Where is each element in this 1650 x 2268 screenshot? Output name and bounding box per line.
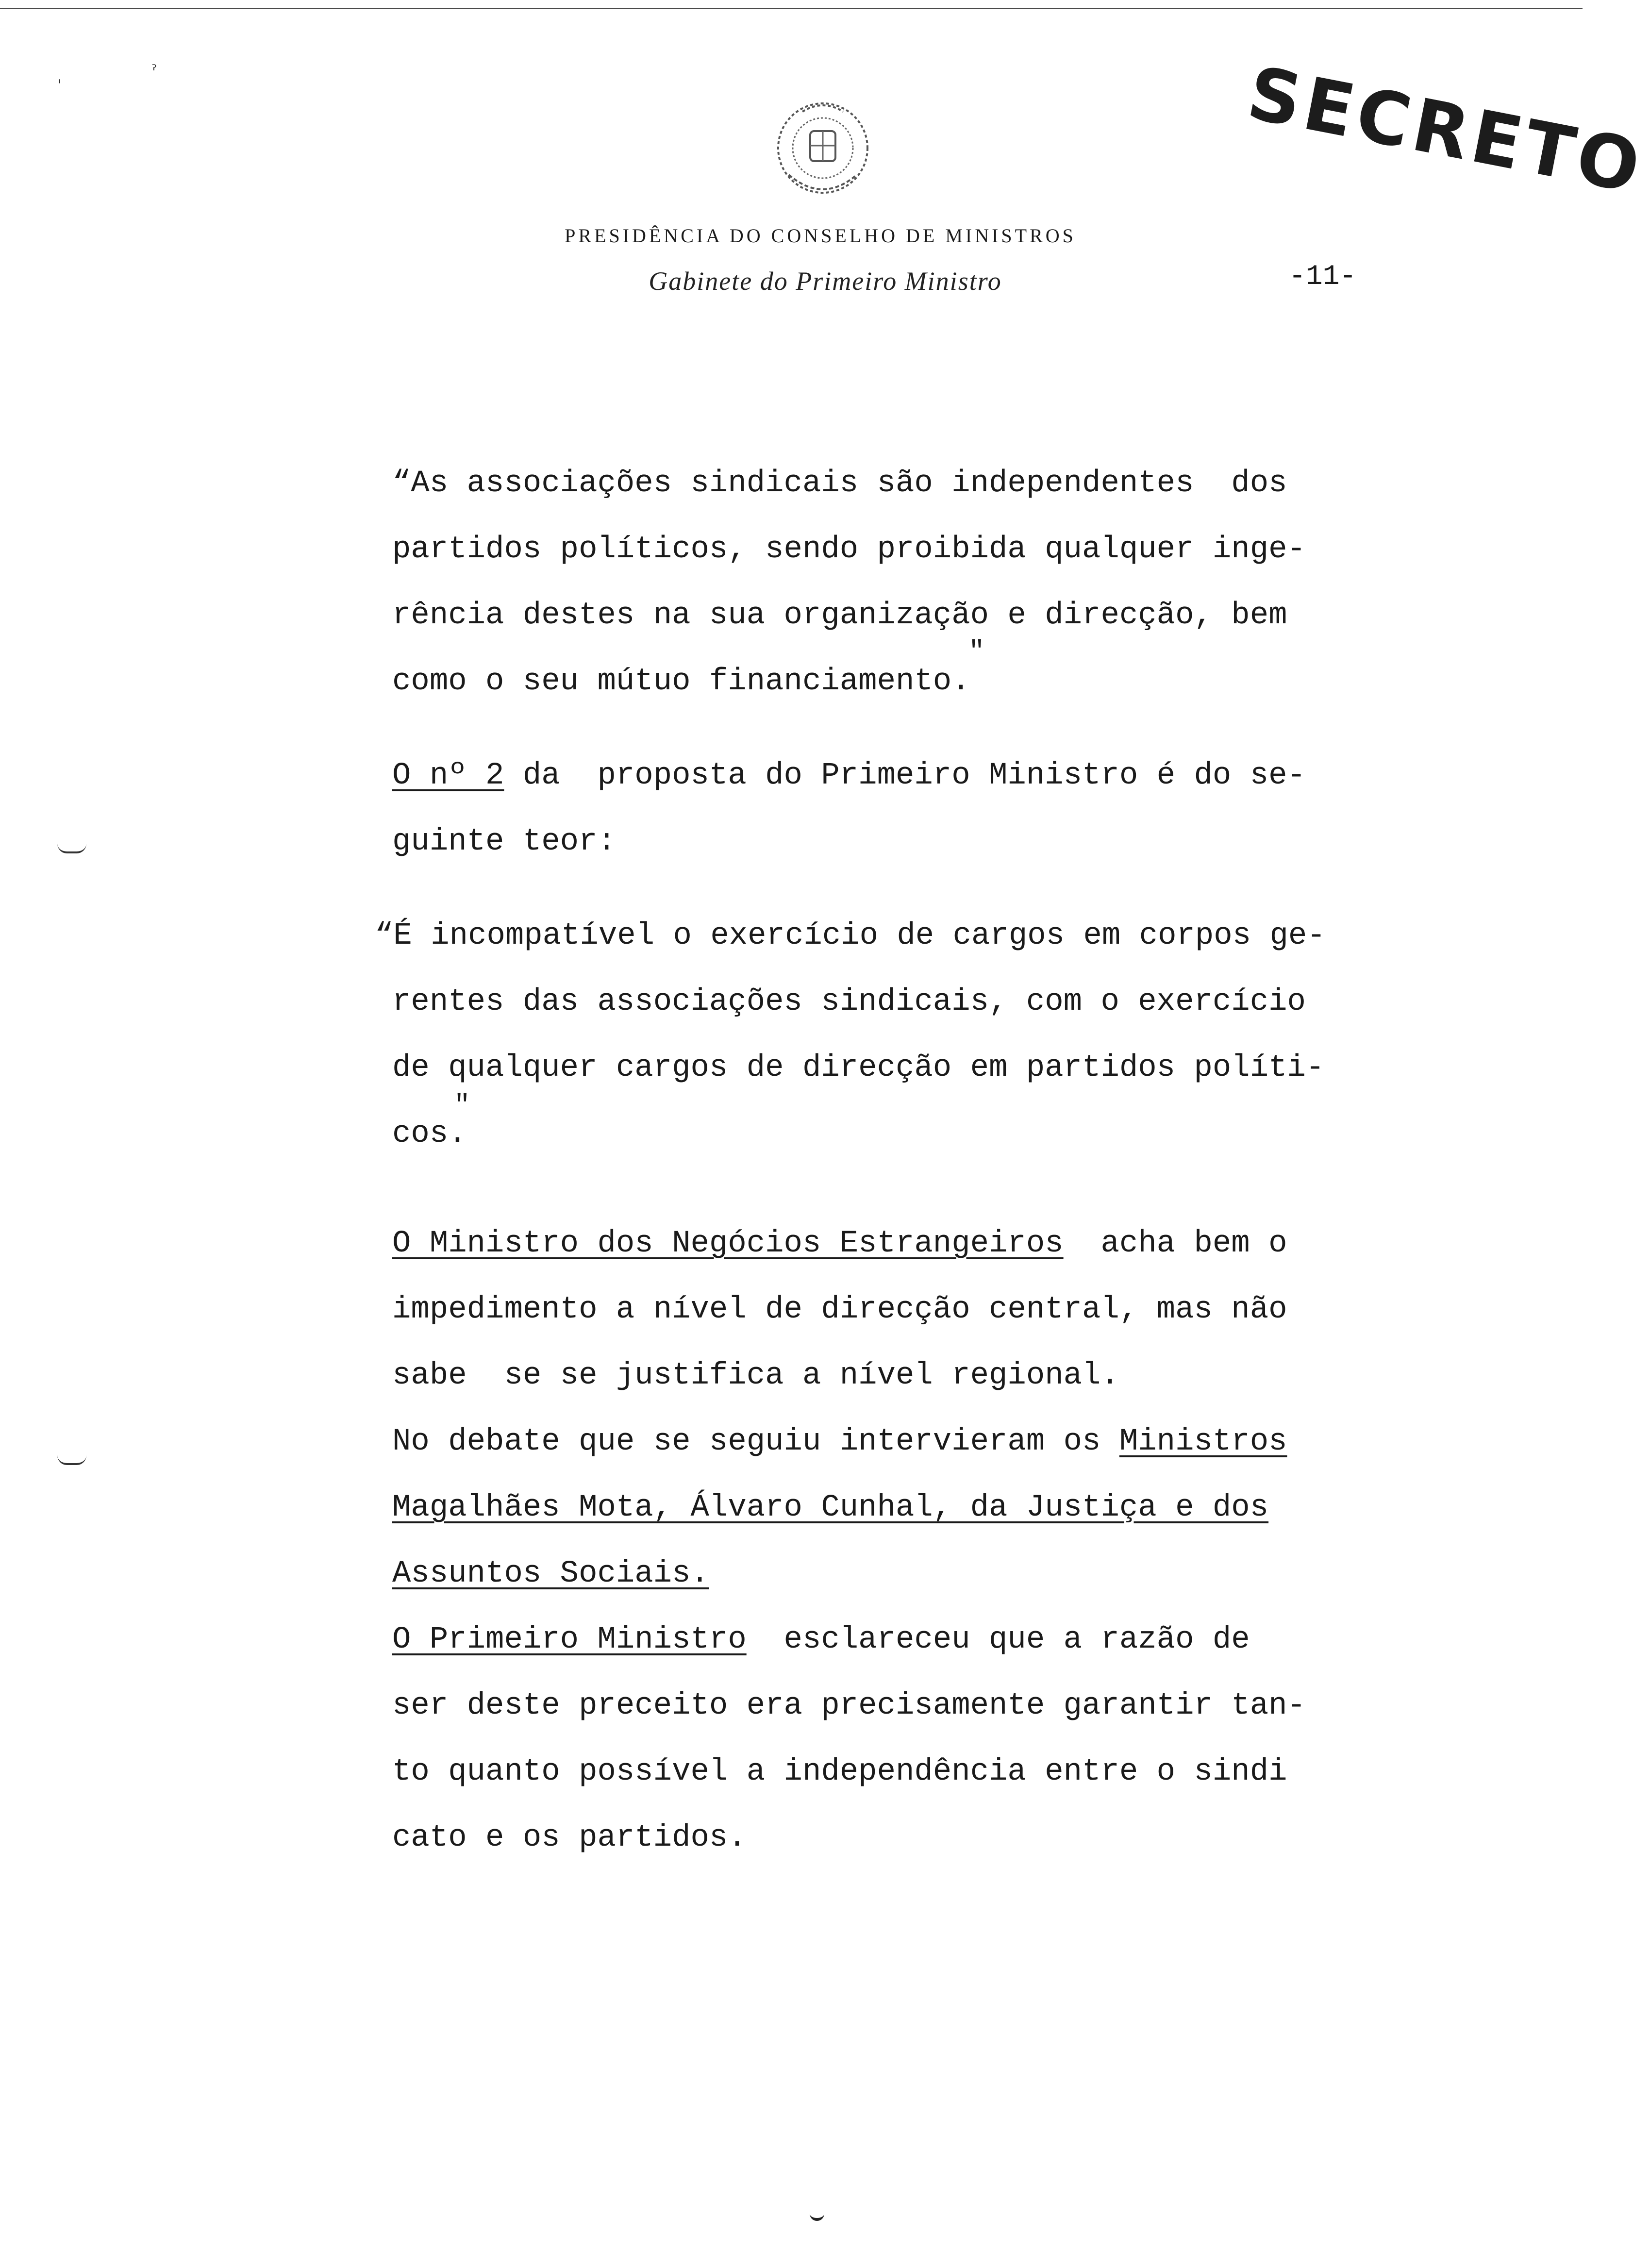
text-line: rentes das associações sindicais, com o exercício bbox=[392, 984, 1306, 1019]
text-line: impedimento a nível de direcção central, mas não bbox=[392, 1292, 1287, 1327]
text-line: de qualquer cargos de direcção em partidos políti- bbox=[392, 1051, 1325, 1085]
speaker-name: O Ministro dos Negócios Estrangeiros bbox=[392, 1226, 1064, 1261]
reference-number: O nº 2 bbox=[392, 758, 504, 793]
text-line: como o seu mútuo financiamento. bbox=[392, 664, 970, 699]
speaker-names: Ministros bbox=[1119, 1424, 1287, 1459]
text-line: acha bem o bbox=[1063, 1226, 1287, 1261]
text-line: da proposta do Primeiro Ministro é do se- bbox=[504, 758, 1306, 793]
scan-mark bbox=[57, 1455, 86, 1465]
text-line: cos. bbox=[392, 1117, 467, 1151]
text-line: guinte teor: bbox=[392, 824, 616, 859]
text-line: “As associações sindicais são independentes dos bbox=[392, 466, 1287, 501]
closing-quote-mark: " bbox=[454, 1090, 470, 1121]
scan-mark bbox=[57, 844, 86, 853]
coat-of-arms-seal-icon bbox=[765, 92, 881, 209]
speaker-names: Assuntos Sociais. bbox=[392, 1556, 709, 1591]
header-organization: PRESIDÊNCIA DO CONSELHO DE MINISTROS bbox=[565, 225, 1076, 247]
closing-quote-mark: " bbox=[968, 636, 985, 667]
text-line: ser deste preceito era precisamente garantir tan- bbox=[392, 1688, 1306, 1723]
text-line: esclareceu que a razão de bbox=[746, 1622, 1250, 1657]
secret-stamp: SECRETO bbox=[1241, 51, 1650, 211]
scan-mark bbox=[810, 2211, 824, 2221]
scan-mark: ˀ bbox=[151, 62, 157, 79]
text-line: sabe se se justifica a nível regional. bbox=[392, 1358, 1119, 1393]
speaker-names: Magalhães Mota, Álvaro Cunhal, da Justiça e dos bbox=[392, 1490, 1269, 1525]
text-line: to quanto possível a independência entre o sindi bbox=[392, 1754, 1287, 1789]
header-office: Gabinete do Primeiro Ministro bbox=[649, 267, 1002, 296]
page-number: -11- bbox=[1289, 261, 1357, 293]
speaker-name: O Primeiro Ministro bbox=[392, 1622, 747, 1657]
top-rule bbox=[0, 8, 1583, 9]
text-line: rência destes na sua organização e direcção, bem bbox=[392, 598, 1287, 633]
scan-mark: ˌ bbox=[57, 68, 62, 85]
text-line: partidos políticos, sendo proibida qualquer inge- bbox=[392, 532, 1306, 567]
text-line: “É incompatível o exercício de cargos em corpos ge- bbox=[375, 918, 1326, 953]
text-line: No debate que se seguiu intervieram os bbox=[392, 1424, 1119, 1459]
text-line: cato e os partidos. bbox=[392, 1820, 747, 1855]
